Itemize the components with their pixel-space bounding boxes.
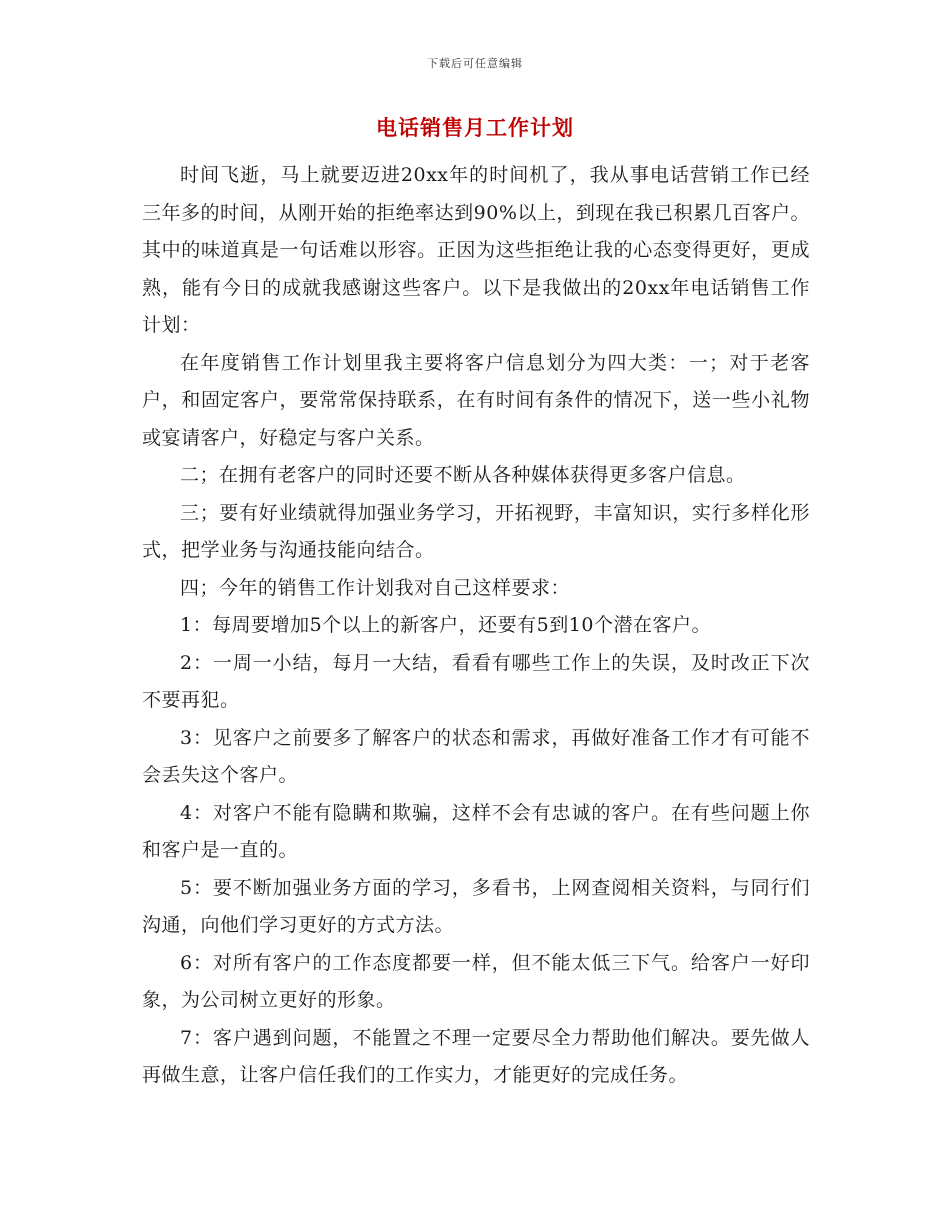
- list-item-1: 1：每周要增加5个以上的新客户，还要有5到10个潜在客户。: [180, 614, 711, 636]
- paragraph-category-two: 二；在拥有老客户的同时还要不断从各种媒体获得更多客户信息。: [180, 464, 746, 486]
- header-note: 下载后可任意编辑: [427, 57, 523, 70]
- list-item-6: 6：对所有客户的工作态度都要一样，但不能太低三下气。给客户一好印象，为公司树立更好的形象。: [142, 951, 810, 1011]
- list-item-2: 2：一周一小结，每月一大结，看看有哪些工作上的失误，及时改正下次不要再犯。: [142, 651, 810, 711]
- paragraph-intro: 时间飞逝，马上就要迈进20xx年的时间机了，我从事电话营销工作已经三年多的时间，从刚开始的拒绝率达到90%以上，到现在我已积累几百客户。其中的味道真是一句话难以形容。正因为这些拒绝让我的心态变得更好，更成熟，能有今日的成就我感谢这些客户。以下是我做出的20xx年电话销售工作计划：: [142, 164, 810, 336]
- document-body: [142, 157, 810, 1095]
- list-item-3: 3：见客户之前要多了解客户的状态和需求，再做好准备工作才有可能不会丢失这个客户。: [142, 726, 810, 786]
- document-title: 电话销售月工作计划: [376, 115, 574, 140]
- list-item-7: 7：客户遇到问题，不能置之不理一定要尽全力帮助他们解决。要先做人再做生意，让客户信任我们的工作实力，才能更好的完成任务。: [142, 1026, 810, 1086]
- paragraph-category-three: 三；要有好业绩就得加强业务学习，开拓视野，丰富知识，实行多样化形式，把学业务与沟通技能向结合。: [142, 501, 810, 561]
- list-item-4: 4：对客户不能有隐瞒和欺骗，这样不会有忠诚的客户。在有些问题上你和客户是一直的。: [142, 801, 810, 861]
- paragraph-category-four: 四；今年的销售工作计划我对自己这样要求：: [180, 576, 571, 599]
- paragraph-category-one: 在年度销售工作计划里我主要将客户信息划分为四大类：一；对于老客户，和固定客户，要常常保持联系，在有时间有条件的情况下，送一些小礼物或宴请客户，好稳定与客户关系。: [142, 351, 810, 449]
- list-item-5: 5：要不断加强业务方面的学习，多看书，上网查阅相关资料，与同行们沟通，向他们学习更好的方式方法。: [142, 876, 810, 936]
